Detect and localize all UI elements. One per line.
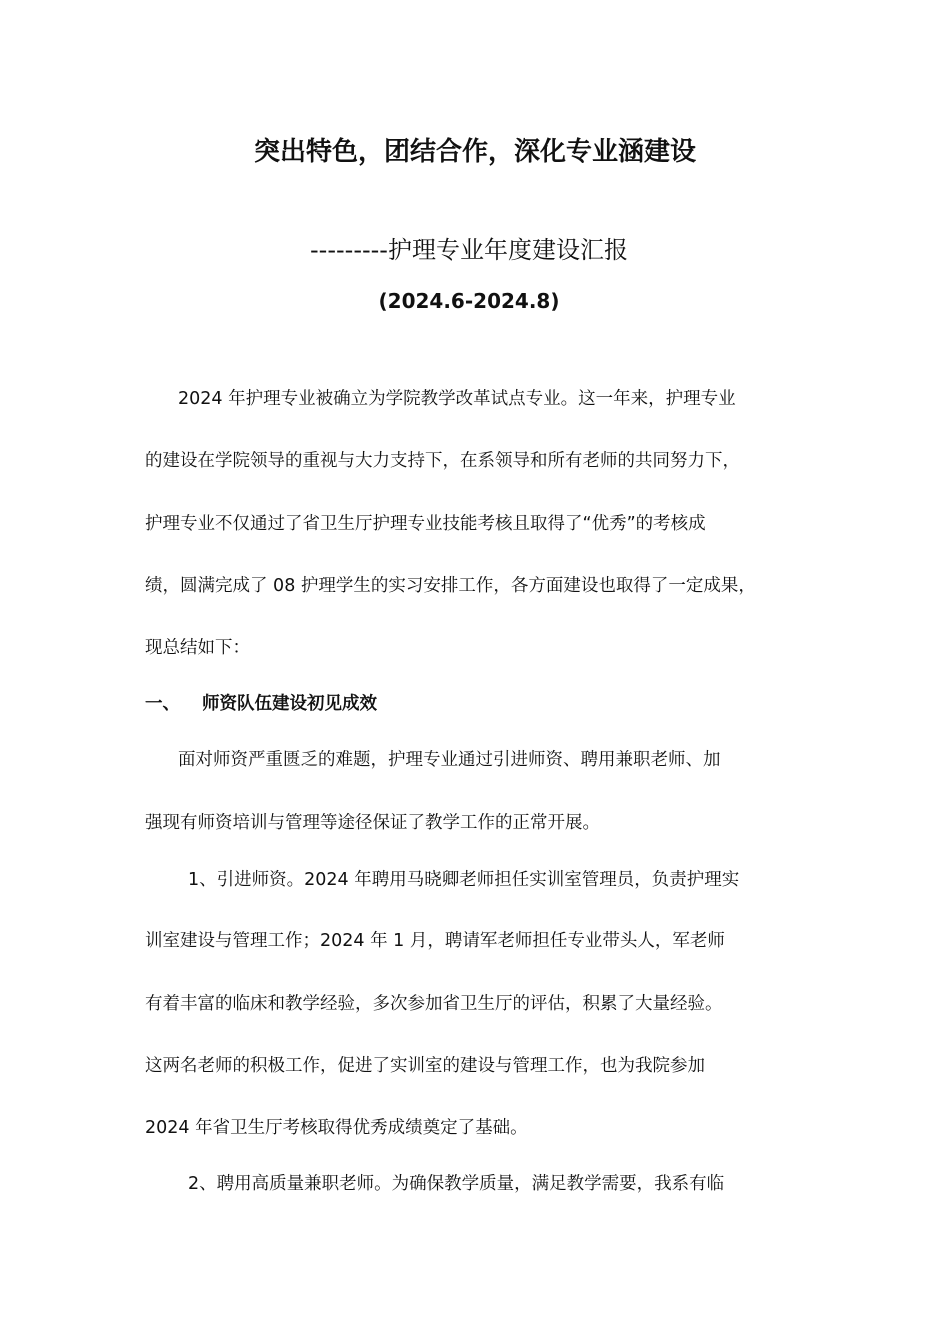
document-title: 突出特色，团结合作，深化专业涵建设 [253,137,696,167]
item1-line: 2024 年省卫生厅考核取得优秀成绩奠定了基础。 [145,1118,528,1138]
section-para-line: 强现有师资培训与管理等途径保证了教学工作的正常开展。 [145,813,600,833]
date-range: (2024.6-2024.8) [378,289,560,313]
section-title: 师资队伍建设初见成效 [202,694,377,714]
item2-line: 2、聘用高质量兼职老师。为确保教学质量，满足教学需要，我系有临 [188,1174,725,1194]
section-para-line: 面对师资严重匮乏的难题，护理专业通过引进师资、聘用兼职老师、加 [178,750,721,770]
item1-line: 这两名老师的积极工作，促进了实训室的建设与管理工作，也为我院参加 [145,1056,705,1076]
item1-line: 有着丰富的临床和教学经验，多次参加省卫生厅的评估，积累了大量经验。 [145,994,723,1014]
item1-line: 1、引进师资。2024 年聘用马晓卿老师担任实训室管理员，负责护理实 [188,870,740,890]
intro-line: 2024 年护理专业被确立为学院教学改革试点专业。这一年来，护理专业 [178,389,736,409]
section-number: 一、 [145,694,180,714]
item1-line: 训室建设与管理工作；2024 年 1 月，聘请军老师担任专业带头人，军老师 [145,931,725,951]
intro-line: 绩，圆满完成了 08 护理学生的实习安排工作，各方面建设也取得了一定成果， [145,576,756,596]
intro-line: 的建设在学院领导的重视与大力支持下，在系领导和所有老师的共同努力下， [145,451,740,471]
section-heading [145,691,377,717]
document-subtitle: ---------护理专业年度建设汇报 [310,236,628,264]
intro-line: 现总结如下： [145,638,250,658]
intro-line: 护理专业不仅通过了省卫生厅护理专业技能考核且取得了“优秀”的考核成 [145,514,706,534]
